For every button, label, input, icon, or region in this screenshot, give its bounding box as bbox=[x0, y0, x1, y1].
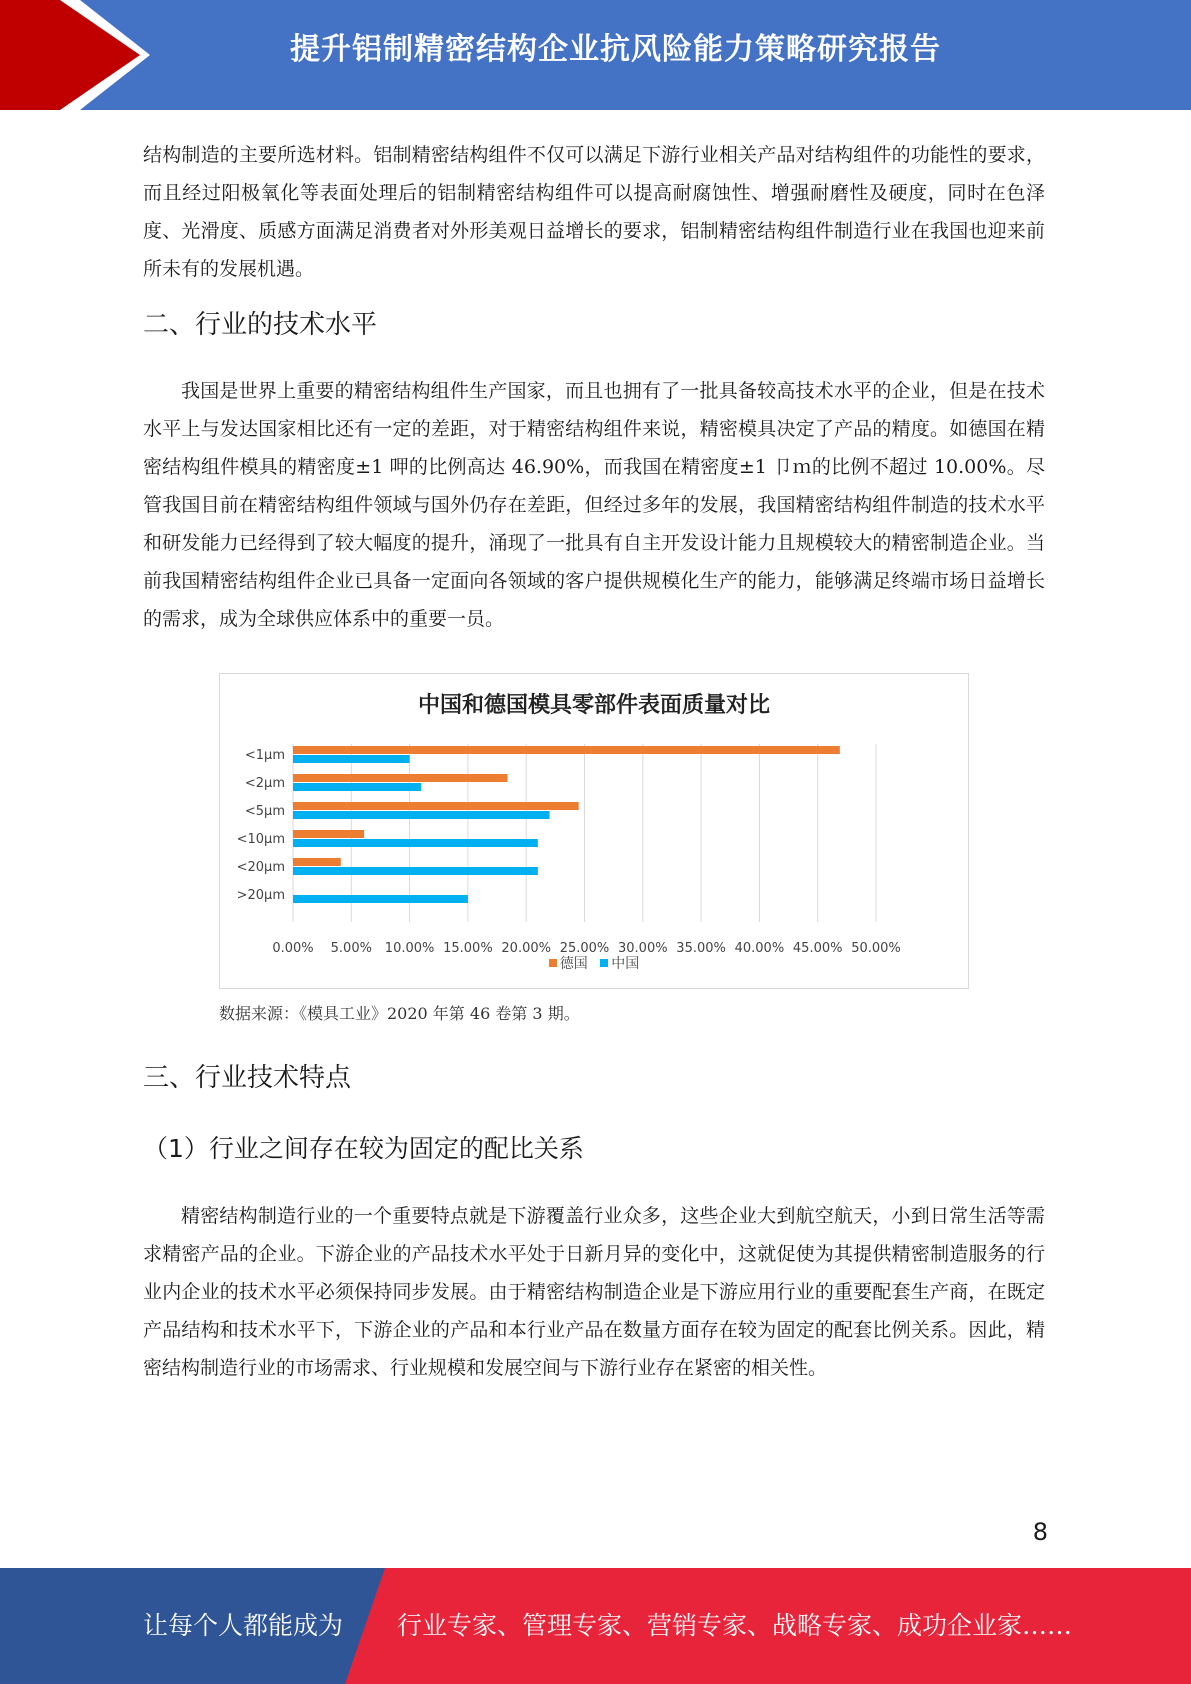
x-tick-label: 40.00% bbox=[734, 941, 785, 956]
bar-china bbox=[293, 867, 538, 875]
chart-legend bbox=[220, 953, 968, 973]
x-tick-label: 10.00% bbox=[384, 941, 435, 956]
chart-plot bbox=[220, 674, 968, 988]
bar-china bbox=[293, 839, 538, 847]
subsection-heading-ratio: （1）行业之间存在较为固定的配比关系 bbox=[143, 1134, 584, 1163]
y-category-label: <10μm bbox=[236, 832, 285, 847]
x-tick-label: 20.00% bbox=[501, 941, 551, 956]
bar-china bbox=[293, 755, 410, 763]
chart-source-note: 数据来源：《模具工业》2020 年第 46 卷第 3 期。 bbox=[219, 1004, 580, 1023]
section-heading-tech-features: 三、行业技术特点 bbox=[143, 1063, 352, 1093]
chart-title: 中国和德国模具零部件表面质量对比 bbox=[417, 693, 770, 718]
y-category-label: <5μm bbox=[244, 804, 285, 819]
paragraph-intro: 结构制造的主要所选材料。铝制精密结构组件不仅可以满足下游行业相关产品对结构组件的功能性的要求，而且经过阳极氧化等表面处理后的铝制精密结构组件可以提高耐腐蚀性、增强耐磨性及硬度，同时在色泽度、光滑度、质感方面满足消费者对外形美观日益增长的要求，铝制精密结构组件制造行业在我国也迎来前所未有的发展机遇。 bbox=[143, 144, 1045, 280]
x-tick-label: 15.00% bbox=[443, 941, 493, 956]
page-header bbox=[0, 0, 1191, 110]
page-footer bbox=[0, 1568, 1191, 1684]
paragraph-ratio: 精密结构制造行业的一个重要特点就是下游覆盖行业众多，这些企业大到航空航天，小到日常生活等需求精密产品的企业。下游企业的产品技术水平处于日新月异的变化中，这就促使为其提供精密制造服务的行业内企业的技术水平必须保持同步发展。由于精密结构制造企业是下游应用行业的重要配套生产商，在既定产品结构和技术水平下，下游企业的产品和本行业产品在数量方面存在较为固定的配套比例关系。因此，精密结构制造行业的市场需求、行业规模和发展空间与下游行业存在紧密的相关性。 bbox=[143, 1205, 1045, 1379]
x-tick-label: 50.00% bbox=[851, 941, 901, 956]
report-title: 提升铝制精密结构企业抗风险能力策略研究报告 bbox=[290, 32, 941, 67]
bar-germany bbox=[293, 858, 341, 866]
page-number: 8 bbox=[1032, 1518, 1048, 1546]
x-tick-label: 30.00% bbox=[618, 941, 668, 956]
bar-chart bbox=[219, 673, 969, 989]
bar-germany bbox=[293, 802, 579, 810]
legend-item-germany: 德国 bbox=[549, 953, 588, 973]
section-heading-tech-level: 二、行业的技术水平 bbox=[143, 310, 378, 340]
footer-slogan-right: 行业专家、管理专家、营销专家、战略专家、成功企业家…… bbox=[397, 1611, 1073, 1640]
y-category-label: <20μm bbox=[236, 860, 285, 875]
x-tick-label: 35.00% bbox=[676, 941, 726, 956]
x-tick-label: 45.00% bbox=[792, 941, 843, 956]
bar-china bbox=[293, 783, 421, 791]
legend-item-china: 中国 bbox=[600, 953, 639, 973]
paragraph-tech-level: 我国是世界上重要的精密结构组件生产国家，而且也拥有了一批具备较高技术水平的企业，但是在技术水平上与发达国家相比还有一定的差距，对于精密结构组件来说，精密模具决定了产品的精度。如德国在精密结构组件模具的精密度±1 呷的比例高达 46.90%，而我国在精密度±1 卩ｍ的比例不超过 10.00%。尽管我国目前在精密结构组件领域与国外仍存在差距，但经过多年的发展，我国精密结构组件制造的技术水平和研发能力已经得到了较大幅度的提升，涌现了一批具有自主开发设计能力且规模较大的精密制造企业。当前我国精密结构组件企业已具备一定面向各领域的客户提供规模化生产的能力，能够满足终端市场日益增长的需求，成为全球供应体系中的重要一员。 bbox=[143, 380, 1045, 630]
bar-china bbox=[293, 811, 550, 819]
x-tick-label: 5.00% bbox=[330, 941, 372, 956]
bar-china bbox=[293, 895, 468, 903]
bar-germany bbox=[293, 830, 364, 838]
bar-germany bbox=[293, 746, 840, 754]
x-tick-label: 0.00% bbox=[272, 941, 314, 956]
footer-slogan-left: 让每个人都能成为 bbox=[143, 1611, 344, 1640]
y-category-label: >20μm bbox=[236, 888, 285, 903]
y-category-label: <2μm bbox=[244, 776, 285, 791]
bar-germany bbox=[293, 774, 508, 782]
y-category-label: <1μm bbox=[244, 748, 285, 763]
x-tick-label: 25.00% bbox=[559, 941, 610, 956]
